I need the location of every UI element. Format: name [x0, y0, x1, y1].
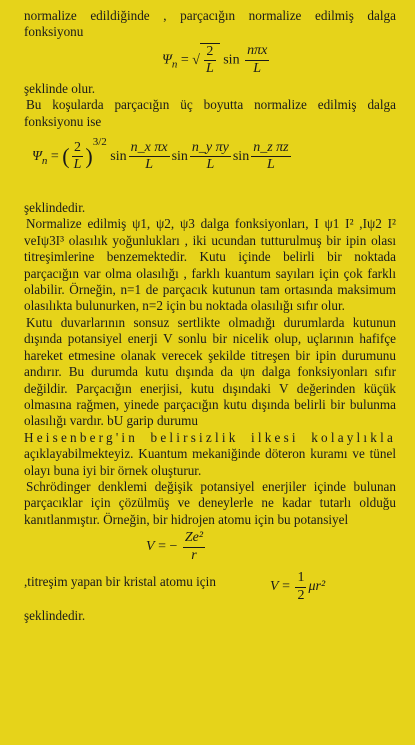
eq3-v: V	[146, 539, 155, 555]
eq3-frac	[183, 530, 205, 564]
eq2-sin-1: sin	[110, 149, 127, 165]
eq3-content	[146, 530, 207, 564]
eq2-sin-3: sin	[232, 149, 250, 165]
eq2-equals: =	[50, 149, 59, 165]
eq2-num-3: n_z πz	[251, 140, 290, 157]
eq2-den-2: L	[206, 157, 215, 173]
eq2-num-2: n_y πy	[190, 140, 231, 157]
paragraph-6b: Heisenberg'in belirsizlik ilkesi kolaylıkla	[24, 429, 396, 445]
eq1-root-den: L	[205, 61, 214, 77]
line-eq4	[24, 570, 396, 608]
eq4-num: 1	[295, 570, 306, 587]
equation-3	[24, 528, 396, 570]
eq2-prefrac	[72, 140, 84, 174]
eq1-root-num: 2	[204, 44, 216, 61]
equation-1	[24, 41, 396, 81]
eq2-content: $\Psi_n$ = ( $\frac{2}{L}$ )$^{3/2}$ sin $\frac{\text{n\_x πx}}{L}$ sin $\frac{\text{n\_y πy}}{L}$ sin $\frac{\text{n\_z πz}}{L}$	[32, 135, 289, 173]
eq2-pre-den: L	[73, 157, 82, 173]
eq1-sin: sin	[223, 52, 240, 68]
eq1-content	[162, 43, 271, 78]
eq2-num-1: n_x πx	[129, 140, 170, 157]
paragraph-6a: Kutu duvarlarının sonsuz sertlikte olmadığı durumlarda kutunun dışında potansiyel enerji V sonlu bir nicelik olup, uçlarının hafifçe hareket etmesine olanak verecek şekilde titreşen bir ipin durumunu andırır. Bu durumda kutu dışında da ψn dalga fonksiyonları sıfır değildir. Parçacığın enerjisi, kutu dışındaki V değerinden küçük olmasına rağmen, yinede parçacığın kutu dışında belirli bir bulunma olasılığı vardır. bU garip durumu	[24, 314, 396, 429]
eq2-frac-1	[129, 140, 170, 174]
eq1-equals: =	[180, 52, 189, 68]
eq4-equals: =	[282, 579, 290, 595]
eq1-frac	[245, 43, 269, 77]
eq1-den: L	[253, 60, 262, 76]
eq2-den-1: L	[145, 157, 153, 173]
eq2-pre-num: 2	[72, 140, 84, 157]
eq1-sub: n	[171, 58, 178, 71]
eq2-psi: Ψ	[32, 149, 42, 165]
document-body	[24, 8, 396, 625]
paragraph-8: ,titreşim yapan bir kristal atomu için	[24, 574, 216, 590]
paragraph-9: şeklindedir.	[24, 608, 86, 624]
eq1-sqrt: √ $\frac{2}{L}$	[192, 43, 219, 78]
eq1-num: nπx	[245, 43, 269, 60]
paragraph-1: normalize edildiğinde , parçacığın normalize edilmiş dalga fonksiyonu	[24, 8, 396, 40]
eq2-den-3: L	[267, 157, 275, 173]
eq2-sub: n	[41, 154, 48, 167]
eq3-den: r	[191, 547, 197, 563]
eq4-den: 2	[297, 587, 305, 603]
eq3-equals: = −	[158, 539, 178, 555]
eq2-exp: 3/2	[92, 135, 107, 148]
paragraph-5: Normalize edilmiş ψ1, ψ2, ψ3 dalga fonksiyonları, I ψ1 I² ,Iψ2 I² veIψ3I³ olasılık yoğunlukları , iki ucundan tutturulmuş bir ipin olası titreşimlerine benzemektedir. Kutu içinde belirli bir noktada parçacığın var olma olasılığı , farklı kuantum sayıları için çok farklı olabilir. Örneğin, n=1 de parçacık kutunun tam ortasında maksimum olasılıkta bulunurken, n=2 için bu noktada olasılığı sıfır olur.	[24, 216, 396, 314]
eq4-rest: μr²	[308, 579, 326, 595]
equation-4	[270, 570, 325, 604]
paragraph-2: şeklinde olur.	[24, 80, 96, 96]
eq2-sin-2: sin	[171, 149, 188, 165]
paragraph-3: Bu koşularda parçacığın üç boyutta normalize edilmiş dalga fonksiyonu ise	[24, 97, 396, 129]
paragraph-4: şeklindedir.	[24, 200, 86, 216]
paragraph-6c: açıklayabilmekteyiz. Kuantum mekaniğinde döteron kuramı ve tünel olayı buna iyi bir örnek oluşturur.	[24, 446, 396, 478]
equation-2	[24, 130, 396, 192]
eq2-frac-3	[251, 140, 290, 174]
eq1-psi: Ψ	[162, 52, 172, 68]
eq4-frac	[295, 570, 306, 604]
eq4-v: V	[270, 579, 279, 595]
eq3-num: Ze²	[183, 530, 205, 547]
paragraph-7: Schrödinger denklemi değişik potansiyel enerjiler içinde bulunan parçacıklar için çözülmüş ve deneylerle ne kadar tutarlı olduğu kanıtlanmıştır. Örneğin, bir hidrojen atomu için bu potansiyel	[24, 478, 396, 527]
eq2-frac-2	[190, 140, 231, 174]
